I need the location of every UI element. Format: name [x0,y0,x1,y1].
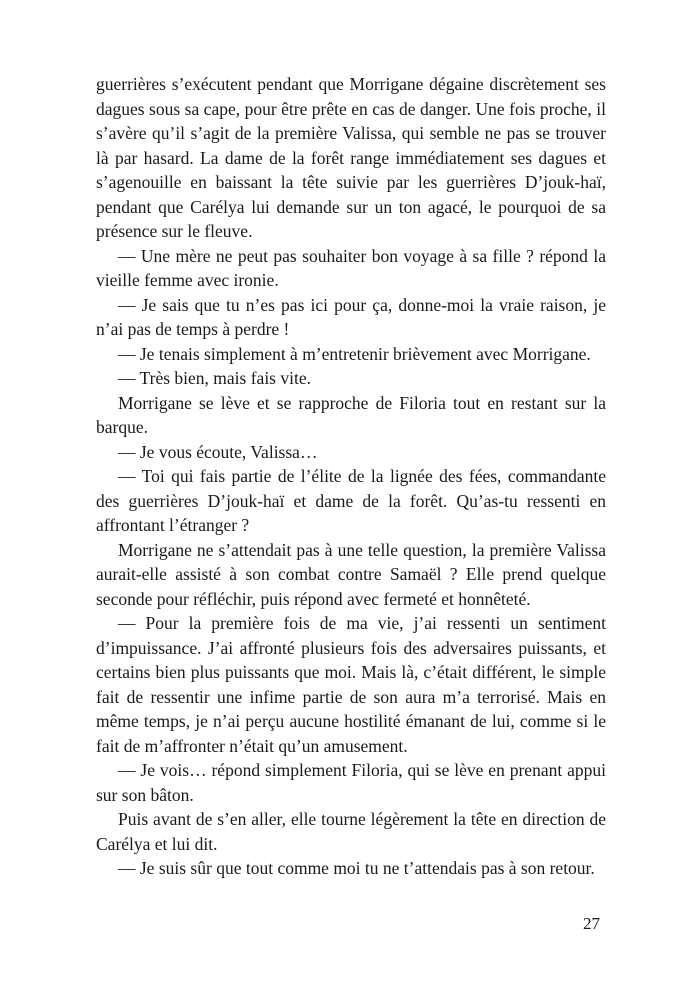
paragraph: — Toi qui fais partie de l’élite de la lignée des fées, commandante des guerrières D’jouk-haï et dame de la forêt. Qu’as-tu ressenti en affrontant l’étranger ? [96,466,606,535]
page-number: 27 [583,914,600,933]
paragraph: — Je sais que tu n’es pas ici pour ça, donne-moi la vraie raison, je n’ai pas de temps à perdre ! [96,294,606,339]
paragraph: guerrières s’exécutent pendant que Morrigane dégaine discrètement ses dagues sous sa cape, pour être prête en cas de danger. Une fois proche, il s’avère qu’il s’agit de la première Valissa, qui semble ne pas se trouver là par hasard. La dame de la forêt range immédiatement ses dagues et s’agenouille en baissant la tête suivie par les guerrières D’jouk-haï, pendant que Carélya lui demande sur un ton agacé, le pourquoi de sa présence sur le fleuve. [96,74,606,241]
paragraph: Morrigane se lève et se rapproche de Filoria tout en restant sur la barque. [96,392,606,437]
paragraph: — Très bien, mais fais vite. [118,368,311,388]
paragraph: Puis avant de s’en aller, elle tourne légèrement la tête en direction de Carélya et lui dit. [96,809,606,854]
paragraph: — Je vous écoute, Valissa… [118,441,318,462]
paragraph: Morrigane ne s’attendait pas à une telle question, la première Valissa aurait-elle assisté à son combat contre Samaël ? Elle prend quelque seconde pour réfléchir, puis répond avec fermeté et honnêteté. [96,539,606,609]
paragraph: — Une mère ne peut pas souhaiter bon voyage à sa fille ? répond la vieille femme avec ironie. [96,245,606,290]
paragraph: — Je vois… répond simplement Filoria, qui se lève en prenant appui sur son bâton. [96,760,606,805]
body-text [96,72,606,881]
paragraph: — Je suis sûr que tout comme moi tu ne t’attendais pas à son retour. [118,858,595,878]
paragraph: — Pour la première fois de ma vie, j’ai ressenti un sentiment d’impuissance. J’ai affronté plusieurs fois des adversaires puissants, et certains bien plus puissants que moi. Mais là, c’était différent, le simple fait de ressentir une infime partie de son aura m’a terrorisé. Mais en même temps, je n’ai perçu aucune hostilité émanant de lui, comme si le fait de m’affronter n’était qu’un amusement. [96,613,606,756]
paragraph: — Je tenais simplement à m’entretenir brièvement avec Morrigane. [118,343,591,364]
